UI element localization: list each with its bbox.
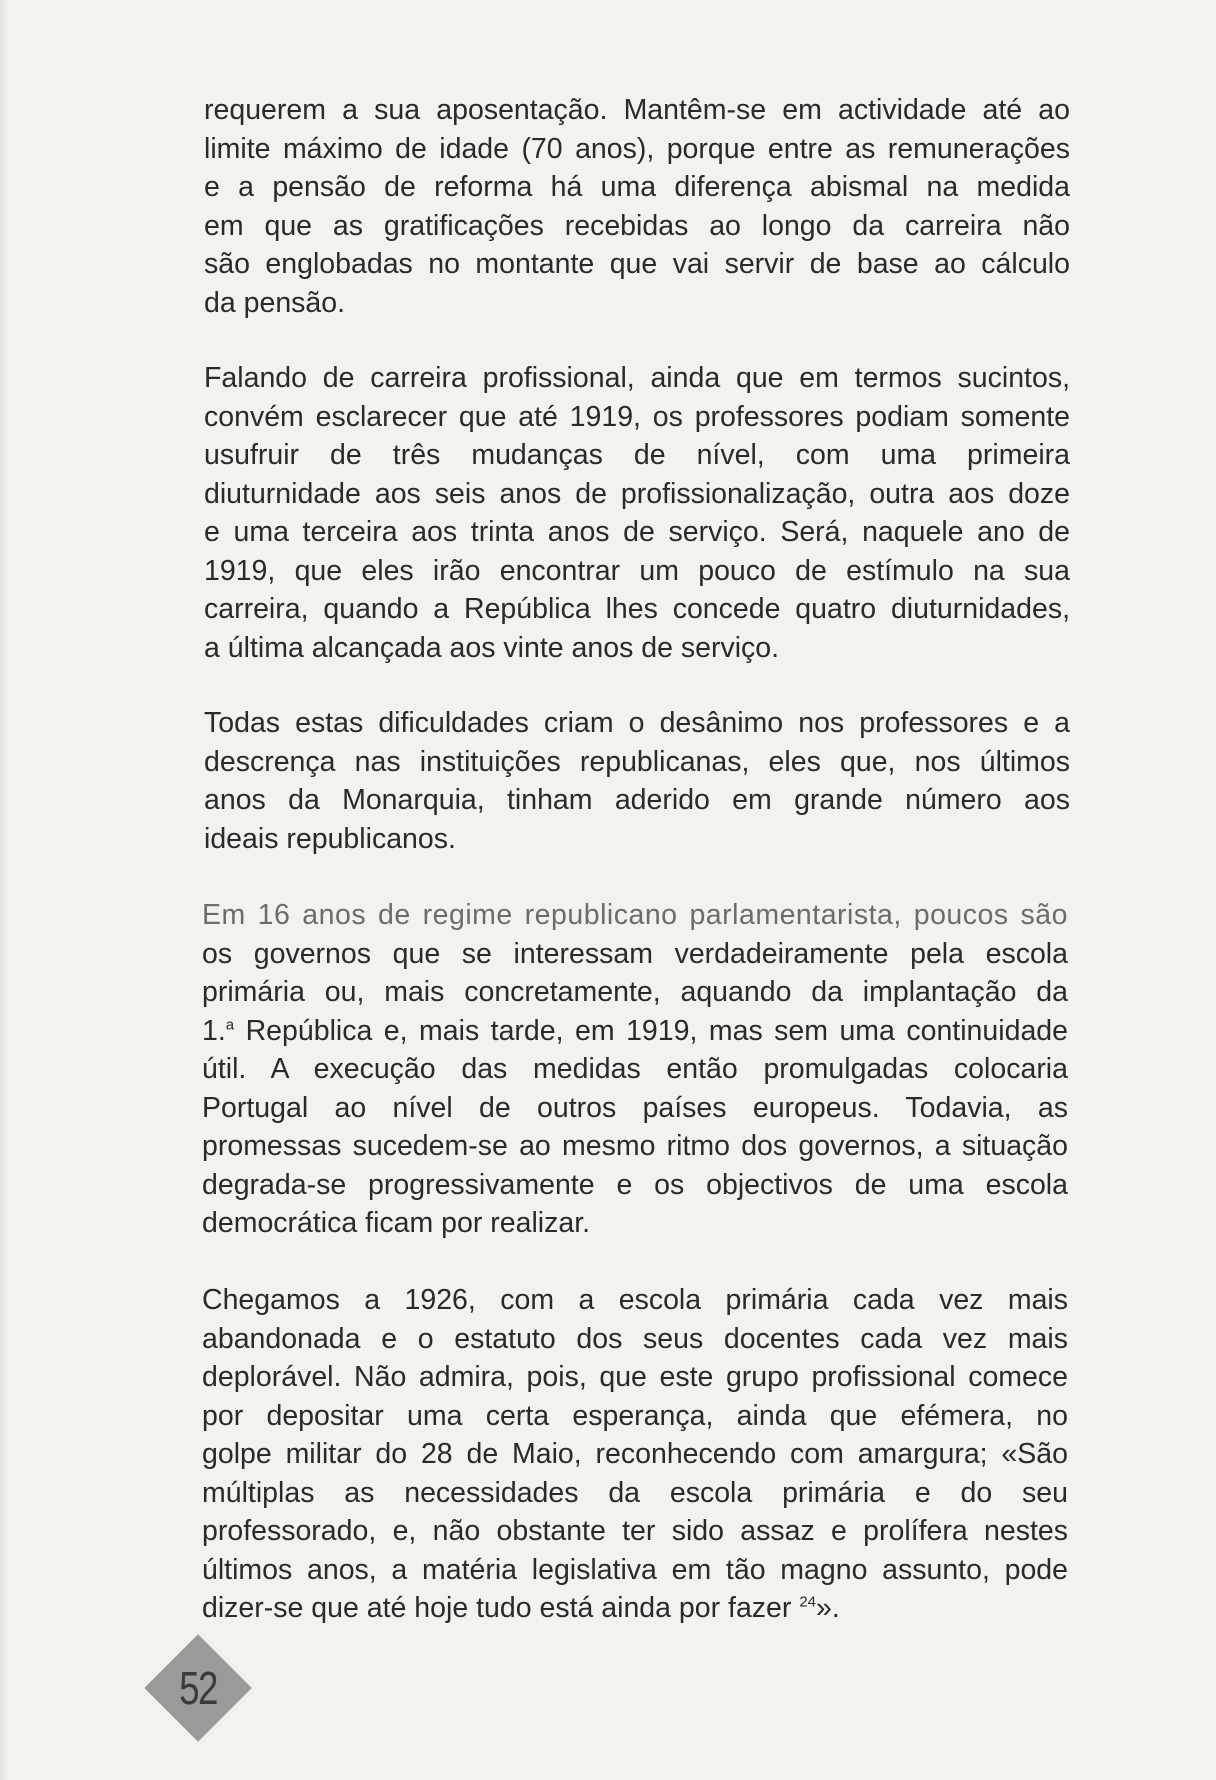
text-line [202,1012,1068,1051]
text-line: e uma terceira aos trinta anos de serviço. Será, naquele ano de [204,516,1070,548]
text-line: degrada-se progressivamente e os objectivos de uma escola [202,1168,1068,1201]
text-line: limite máximo de idade (70 anos), porque entre as remunerações [204,132,1070,165]
text-line: democrática ficam por realizar. [202,1207,591,1239]
text-line: são englobadas no montante que vai servir de base ao cálculo [204,248,1070,280]
text-line: diuturnidade aos seis anos de profissionalização, outra aos doze [204,477,1070,510]
paragraph-4 [202,896,1068,1243]
text-line: abandonada e o estatuto dos seus docentes cada vez mais [202,1322,1068,1355]
text-line [202,1589,1068,1628]
page-edge [0,0,8,1780]
paragraph-5 [202,1281,1068,1628]
text-line: e a pensão de reforma há uma diferença abismal na medida [204,171,1070,203]
text-line: por depositar uma certa esperança, ainda que efémera, no [202,1399,1068,1432]
text-line: usufruir de três mudanças de nível, com uma primeira [204,439,1070,471]
text-line: descrença nas instituições republicanas, eles que, nos últimos [204,745,1070,778]
text-line: golpe militar do 28 de Maio, reconhecendo com amargura; «São [202,1438,1068,1470]
text-line: anos da Monarquia, tinham aderido em grande número aos [204,784,1070,816]
closing-quote: ». [816,1592,840,1624]
paragraph-2 [204,359,1070,667]
text-line-main: dizer-se que até hoje tudo está ainda por fazer [202,1592,792,1624]
text-line: útil. A execução das medidas então promulgadas colocaria [202,1053,1068,1085]
text-line: convém esclarecer que até 1919, os professores podiam somente [204,400,1070,433]
text-line: a última alcançada aos vinte anos de serviço. [204,631,780,664]
footnote-reference: 24 [799,1593,816,1611]
text-line-faded: Em 16 anos de regime republicano parlamentarista, poucos são [202,899,1068,931]
text-line: requerem a sua aposentação. Mantêm-se em actividade até ao [204,94,1070,126]
page-number: 52 [179,1662,217,1714]
ordinal-superscript: a [225,1016,235,1033]
text-line: os governos que se interessam verdadeiramente pela escola [202,937,1068,970]
text-line: Falando de carreira profissional, ainda que em termos sucintos, [204,362,1070,394]
text-line: professorado, e, não obstante ter sido assaz e prolífera nestes [202,1515,1068,1547]
paragraph-3 [204,704,1070,858]
text-line: promessas sucedem-se ao mesmo ritmo dos governos, a situação [202,1130,1068,1162]
text-line: primária ou, mais concretamente, aquando da implantação da [202,976,1068,1008]
text-line: ideais republicanos. [204,822,456,855]
text-line: deplorável. Não admira, pois, que este grupo profissional comece [202,1361,1068,1393]
text-line: em que as gratificações recebidas ao longo da carreira não [204,209,1070,242]
text-line: Todas estas dificuldades criam o desânimo nos professores e a [204,707,1070,739]
text-line: Chegamos a 1926, com a escola primária cada vez mais [202,1284,1068,1316]
text-line: últimos anos, a matéria legislativa em tão magno assunto, pode [202,1553,1068,1586]
text-line: 1919, que eles irão encontrar um pouco de estímulo na sua [204,554,1070,587]
text-line: Portugal ao nível de outros países europeus. Todavia, as [202,1091,1068,1124]
text-line: da pensão. [204,286,346,319]
text-line-rest: República e, mais tarde, em 1919, mas sem uma continuidade [234,1014,1068,1047]
text-line: carreira, quando a República lhes concede quatro diuturnidades, [204,593,1070,625]
text-line: múltiplas as necessidades da escola primária e do seu [202,1476,1068,1509]
paragraph-1 [204,91,1070,322]
ordinal-number: 1. [202,1014,226,1047]
